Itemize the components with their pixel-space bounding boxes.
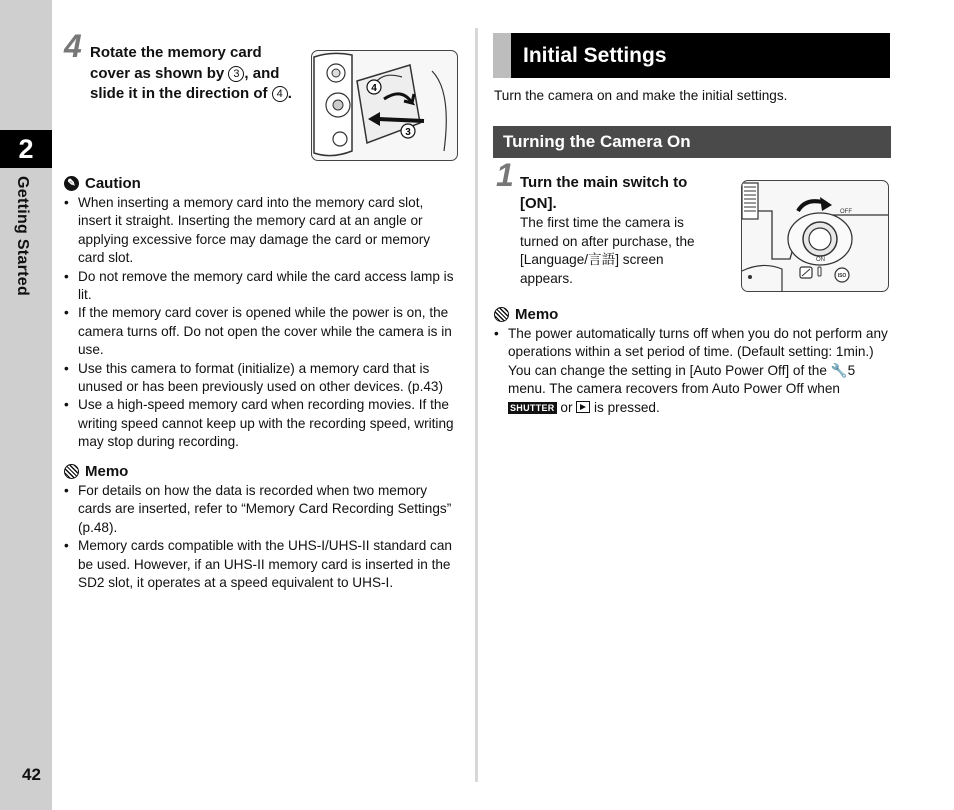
caution-heading: ✎ Caution [64,175,141,192]
step-4-number: 4 [64,28,82,64]
chapter-sidebar [0,0,52,810]
main-switch-illustration [741,180,889,292]
switch-off-label: OFF [840,209,852,215]
playback-button-icon [576,401,590,413]
list-item: • Memory cards compatible with the UHS-I/UHS-II standard can be used. However, if an UHS-II memory card is inserted in the SD2 slot, it operates at a speed equivalent to UHS-I. [64,537,460,592]
caution-icon: ✎ [64,176,79,191]
mark-4: 4 [272,86,288,102]
list-item: • If the memory card cover is opened while the power is on, the camera turns off. Do not open the cover while the camera is in use. [64,304,460,359]
list-item: • Use a high-speed memory card when recording movies. If the writing speed cannot keep up with the recording speed, writing may stop during recording. [64,396,460,451]
card-cover-illustration [311,50,458,161]
list-item: • The power automatically turns off when you do not perform any operations within a set period of time. (Default setting: 1min.) You can change the setting in [Auto Power Off] of the 🔧5 menu. The camera recovers from Auto Power Off when SHUTTER or is pressed. [494,325,890,417]
memo-list [64,482,460,592]
memo-icon [64,464,79,479]
card-cover-drawing [312,51,457,160]
switch-on-label: ON [816,257,825,263]
subsection-title: Turning the Camera On [493,126,891,158]
step-1-heading: Turn the main switch to [ON]. [520,174,688,212]
callout-4: 4 [371,83,377,94]
chapter-number: 2 [0,130,52,168]
list-item: • When inserting a memory card into the memory card slot, insert it straight. Inserting the memory card at an angle or applying excessive force may damage the card or memory card slot. [64,194,460,268]
caution-list [64,194,460,452]
shutter-button-icon: SHUTTER [510,402,555,413]
memo-icon [494,307,509,322]
step-1-body: The first time the camera is turned on after purchase, the [Language/言語] screen appears. [520,215,695,286]
title-accent [493,33,511,78]
page-number: 42 [22,765,41,784]
list-item: • Use this camera to format (initialize) a memory card that is unused or has been previously used on other devices. (p.43) [64,360,460,397]
iso-button-label: ISO [837,273,847,279]
memo-heading-right: Memo [494,306,558,323]
main-switch-drawing [742,181,888,291]
section-title: Initial Settings [523,44,667,67]
list-item: • For details on how the data is recorded when two memory cards are inserted, refer to “Memory Card Recording Settings” (p.48). [64,482,460,537]
intro-text: Turn the camera on and make the initial settings. [494,88,788,103]
wrench-icon: 🔧 [830,362,848,378]
step-1-number: 1 [496,157,514,193]
memo-heading: Memo [64,463,128,480]
memo-list-right [494,325,890,417]
step-4-text: Rotate the memory card cover as shown by 3 , and slide it in the direction of 4 . [90,44,292,102]
list-item: • Do not remove the memory card while the card access lamp is lit. [64,268,460,305]
callout-3: 3 [405,127,411,138]
column-divider [475,28,478,782]
section-title-bar [493,33,890,78]
section-label: Getting Started [14,176,31,297]
mark-3: 3 [228,66,244,82]
